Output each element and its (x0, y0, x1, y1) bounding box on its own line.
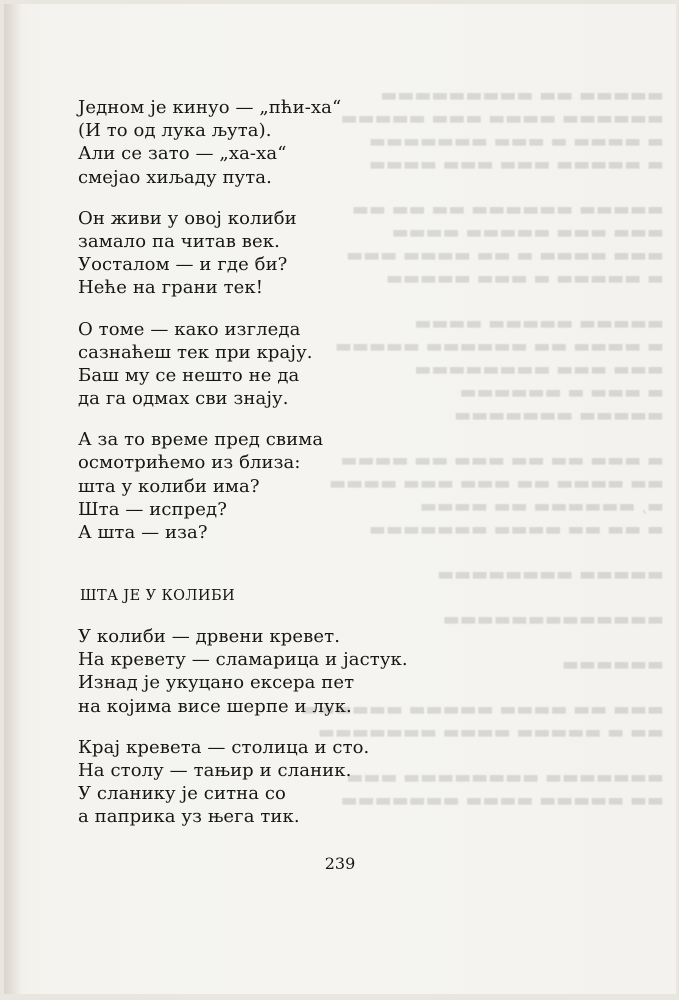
verse-line: Баш му се нешто не да (78, 364, 300, 386)
verse-line: На кревету — сламарица и јастук. (78, 649, 408, 671)
page-gutter-shadow (4, 4, 22, 994)
verse-line: замало па читав век. (78, 230, 280, 252)
verse-line: смејао хиљаду пута. (78, 166, 272, 188)
verse-line: сазнаћеш тек при крају. (78, 341, 313, 363)
section-title: ШТА ЈЕ У КОЛИБИ (80, 588, 236, 604)
verse-line: Неће на грани тек! (78, 277, 264, 299)
book-page (4, 4, 676, 994)
verse-line: на којима висе шерпе и лук. (78, 695, 352, 717)
verse-line: Он живи у овој колиби (78, 207, 297, 229)
stanza (78, 96, 498, 189)
verse-line: да га одмах сви знају. (78, 388, 289, 410)
verse-line: На столу — тањир и сланик. (78, 759, 352, 781)
verse-line: (И то од лука љута). (78, 120, 272, 142)
verse-line: А за то време пред свима (78, 429, 324, 451)
stanza (78, 428, 498, 544)
verse-line: Крај кревета — столица и сто. (78, 736, 370, 758)
poem-top (78, 96, 498, 562)
verse-line: шта у колиби има? (78, 475, 260, 497)
verse-line: У сланику је ситна со (78, 783, 286, 805)
verse-line: Уосталом — и где би? (78, 254, 288, 276)
verse-line: О томе — како изгледа (78, 318, 301, 340)
stanza (78, 207, 498, 300)
poem-bottom (78, 625, 498, 847)
stanza (78, 736, 498, 829)
verse-line: Али се зато — „ха-ха“ (78, 143, 287, 165)
verse-line: осмотрићемо из близа: (78, 452, 301, 474)
verse-line: а паприка уз њега тик. (78, 806, 300, 828)
verse-line: У колиби — дрвени кревет. (78, 626, 341, 647)
verse-line: Шта — испред? (78, 498, 227, 520)
page-number: 239 (324, 854, 356, 873)
verse-line: Изнад је укуцано ексера пет (78, 672, 355, 694)
stanza (78, 625, 498, 718)
stanza (78, 318, 498, 411)
bleed-through-texture: ▬▬▬▬▬ ▬▬ ▬▬▬▬▬▬▬▬▬ ▬▬▬▬▬▬ ▬▬▬▬ ▬▬▬ ▬▬▬▬▬ ▬ ▬▬▬▬ ▬ ▬▬▬ ▬▬▬▬▬▬▬ ▬ ▬▬▬▬▬ ▬▬▬ ▬▬▬ ▬▬▬▬ ▬▬▬▬▬ ▬▬▬▬▬▬ ▬▬ ▬▬ ▬▬ ▬▬▬ ▬▬▬ ▬▬▬▬▬ ▬▬▬▬ ▬▬▬ ▬▬▬▬ ▬ ▬▬ ▬▬▬▬ ▬▬▬ ▬ ▬▬▬▬▬ ▬ ▬▬▬ ▬▬▬▬▬ ▬▬▬▬▬ ▬▬▬▬▬ ▬▬▬▬ ▬ ▬▬▬▬ ▬▬ ▬▬▬▬▬▬ ▬▬▬▬▬ ▬▬▬ ▬▬▬ ▬▬▬▬▬▬▬▬ ▬ ▬▬▬ ▬ ▬▬▬▬▬▬ ▬▬▬▬▬ ▬▬▬▬▬▬▬ ▬ ▬▬▬ ▬▬ ▬▬ ▬▬▬ ▬▬ ▬▬▬▬ ▬▬ ▬▬▬▬ ▬▬ ▬▬▬ ▬▬▬ ▬▬▬▬ ▬, ▬▬▬▬▬▬ ▬▬ ▬▬▬▬ ▬ ▬▬ ▬▬ ▬▬▬▬ ▬▬▬▬▬▬▬ ▬▬▬▬▬ ▬▬▬▬▬▬▬▬ ▬▬▬▬▬▬▬▬▬▬▬▬▬ ▬▬▬▬▬▬ ▬▬▬ ▬▬ ▬▬▬▬ ▬▬▬▬▬ ▬▬▬▬▬▬ ▬▬ ▬ ▬▬▬▬▬ ▬▬▬▬ ▬▬▬▬▬▬▬ ▬▬▬▬▬▬▬ ▬▬▬▬▬▬▬▬ ▬▬▬ ▬▬ ▬▬▬▬▬ ▬▬▬▬ ▬▬▬▬▬▬▬ (300, 85, 664, 811)
verse-line: Једном је кинуо — „пћи-ха“ (78, 97, 342, 118)
verse-line: А шта — иза? (78, 522, 208, 543)
